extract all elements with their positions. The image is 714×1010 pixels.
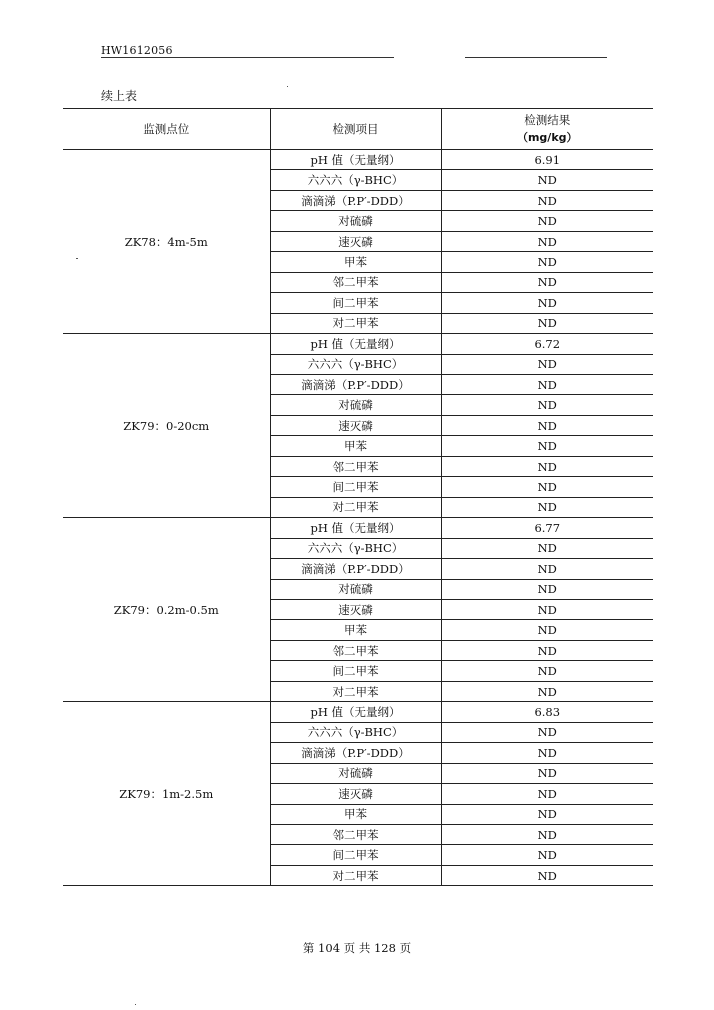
test-item: pH 值（无量纲） [270,702,441,722]
header-rule-right [465,57,607,58]
header-result [441,109,653,150]
test-result: ND [441,231,653,251]
test-result: ND [441,252,653,272]
test-item: 速灭磷 [270,599,441,619]
test-item: 滴滴涕（P.P′-DDD） [270,559,441,579]
test-item: 邻二甲苯 [270,456,441,476]
test-item: 间二甲苯 [270,477,441,497]
test-item: pH 值（无量纲） [270,334,441,354]
report-number: HW1612056 [101,44,173,57]
header-result-label: 检测结果 [524,113,571,127]
test-result: 6.72 [441,334,653,354]
test-item: pH 值（无量纲） [270,150,441,170]
scan-speck [76,258,78,259]
test-result: ND [441,722,653,742]
test-item: 对硫磷 [270,763,441,783]
test-result: ND [441,456,653,476]
test-item: 邻二甲苯 [270,824,441,844]
test-result: ND [441,538,653,558]
test-result: 6.77 [441,518,653,538]
test-item: 甲苯 [270,620,441,640]
test-item: 速灭磷 [270,415,441,435]
test-result: 6.83 [441,702,653,722]
test-item: 对硫磷 [270,211,441,231]
monitoring-point: ZK79：0.2m-0.5m [63,518,270,702]
test-item: 对二甲苯 [270,313,441,333]
test-result: ND [441,272,653,292]
test-result: ND [441,845,653,865]
test-item: 对硫磷 [270,395,441,415]
test-result: ND [441,804,653,824]
test-item: pH 值（无量纲） [270,518,441,538]
page-number: 第 104 页 共 128 页 [302,941,412,955]
test-item: 甲苯 [270,252,441,272]
test-result: ND [441,763,653,783]
test-item: 滴滴涕（P.P′-DDD） [270,743,441,763]
test-result: 6.91 [441,150,653,170]
monitoring-point: ZK79：1m-2.5m [63,702,270,886]
test-item: 滴滴涕（P.P′-DDD） [270,190,441,210]
test-item: 六六六（γ-BHC） [270,538,441,558]
test-item: 六六六（γ-BHC） [270,722,441,742]
test-result: ND [441,661,653,681]
test-item: 甲苯 [270,436,441,456]
test-result: ND [441,743,653,763]
test-result: ND [441,681,653,701]
test-item: 间二甲苯 [270,661,441,681]
header-rule-left [101,57,394,58]
test-result: ND [441,395,653,415]
test-result: ND [441,559,653,579]
header-point: 监测点位 [63,109,270,150]
scan-speck [135,1004,136,1005]
test-item: 速灭磷 [270,231,441,251]
table-row [63,150,653,170]
monitoring-point: ZK79：0-20cm [63,334,270,518]
test-item: 滴滴涕（P.P′-DDD） [270,374,441,394]
test-item: 对硫磷 [270,579,441,599]
test-item: 邻二甲苯 [270,640,441,660]
test-result: ND [441,784,653,804]
header-item: 检测项目 [270,109,441,150]
test-result: ND [441,293,653,313]
table-row [63,334,653,354]
test-result: ND [441,477,653,497]
test-result: ND [441,415,653,435]
test-item: 速灭磷 [270,784,441,804]
header-result-unit: （mg/kg） [516,131,578,144]
test-result: ND [441,824,653,844]
continuation-label: 续上表 [101,89,138,103]
table-row [63,518,653,538]
test-result: ND [441,497,653,517]
test-item: 对二甲苯 [270,497,441,517]
test-item: 对二甲苯 [270,681,441,701]
table-header-row [63,109,653,150]
test-result: ND [441,436,653,456]
test-item: 间二甲苯 [270,845,441,865]
test-result: ND [441,170,653,190]
test-result: ND [441,374,653,394]
results-table [63,108,653,886]
test-result: ND [441,620,653,640]
test-result: ND [441,865,653,885]
test-result: ND [441,640,653,660]
test-item: 六六六（γ-BHC） [270,354,441,374]
table-row [63,702,653,722]
test-result: ND [441,211,653,231]
test-result: ND [441,579,653,599]
test-result: ND [441,190,653,210]
test-item: 间二甲苯 [270,293,441,313]
table-body [63,150,653,886]
test-item: 六六六（γ-BHC） [270,170,441,190]
test-result: ND [441,354,653,374]
test-item: 甲苯 [270,804,441,824]
test-result: ND [441,599,653,619]
test-result: ND [441,313,653,333]
test-item: 对二甲苯 [270,865,441,885]
scan-speck [287,86,288,87]
monitoring-point: ZK78：4m-5m [63,150,270,334]
test-item: 邻二甲苯 [270,272,441,292]
